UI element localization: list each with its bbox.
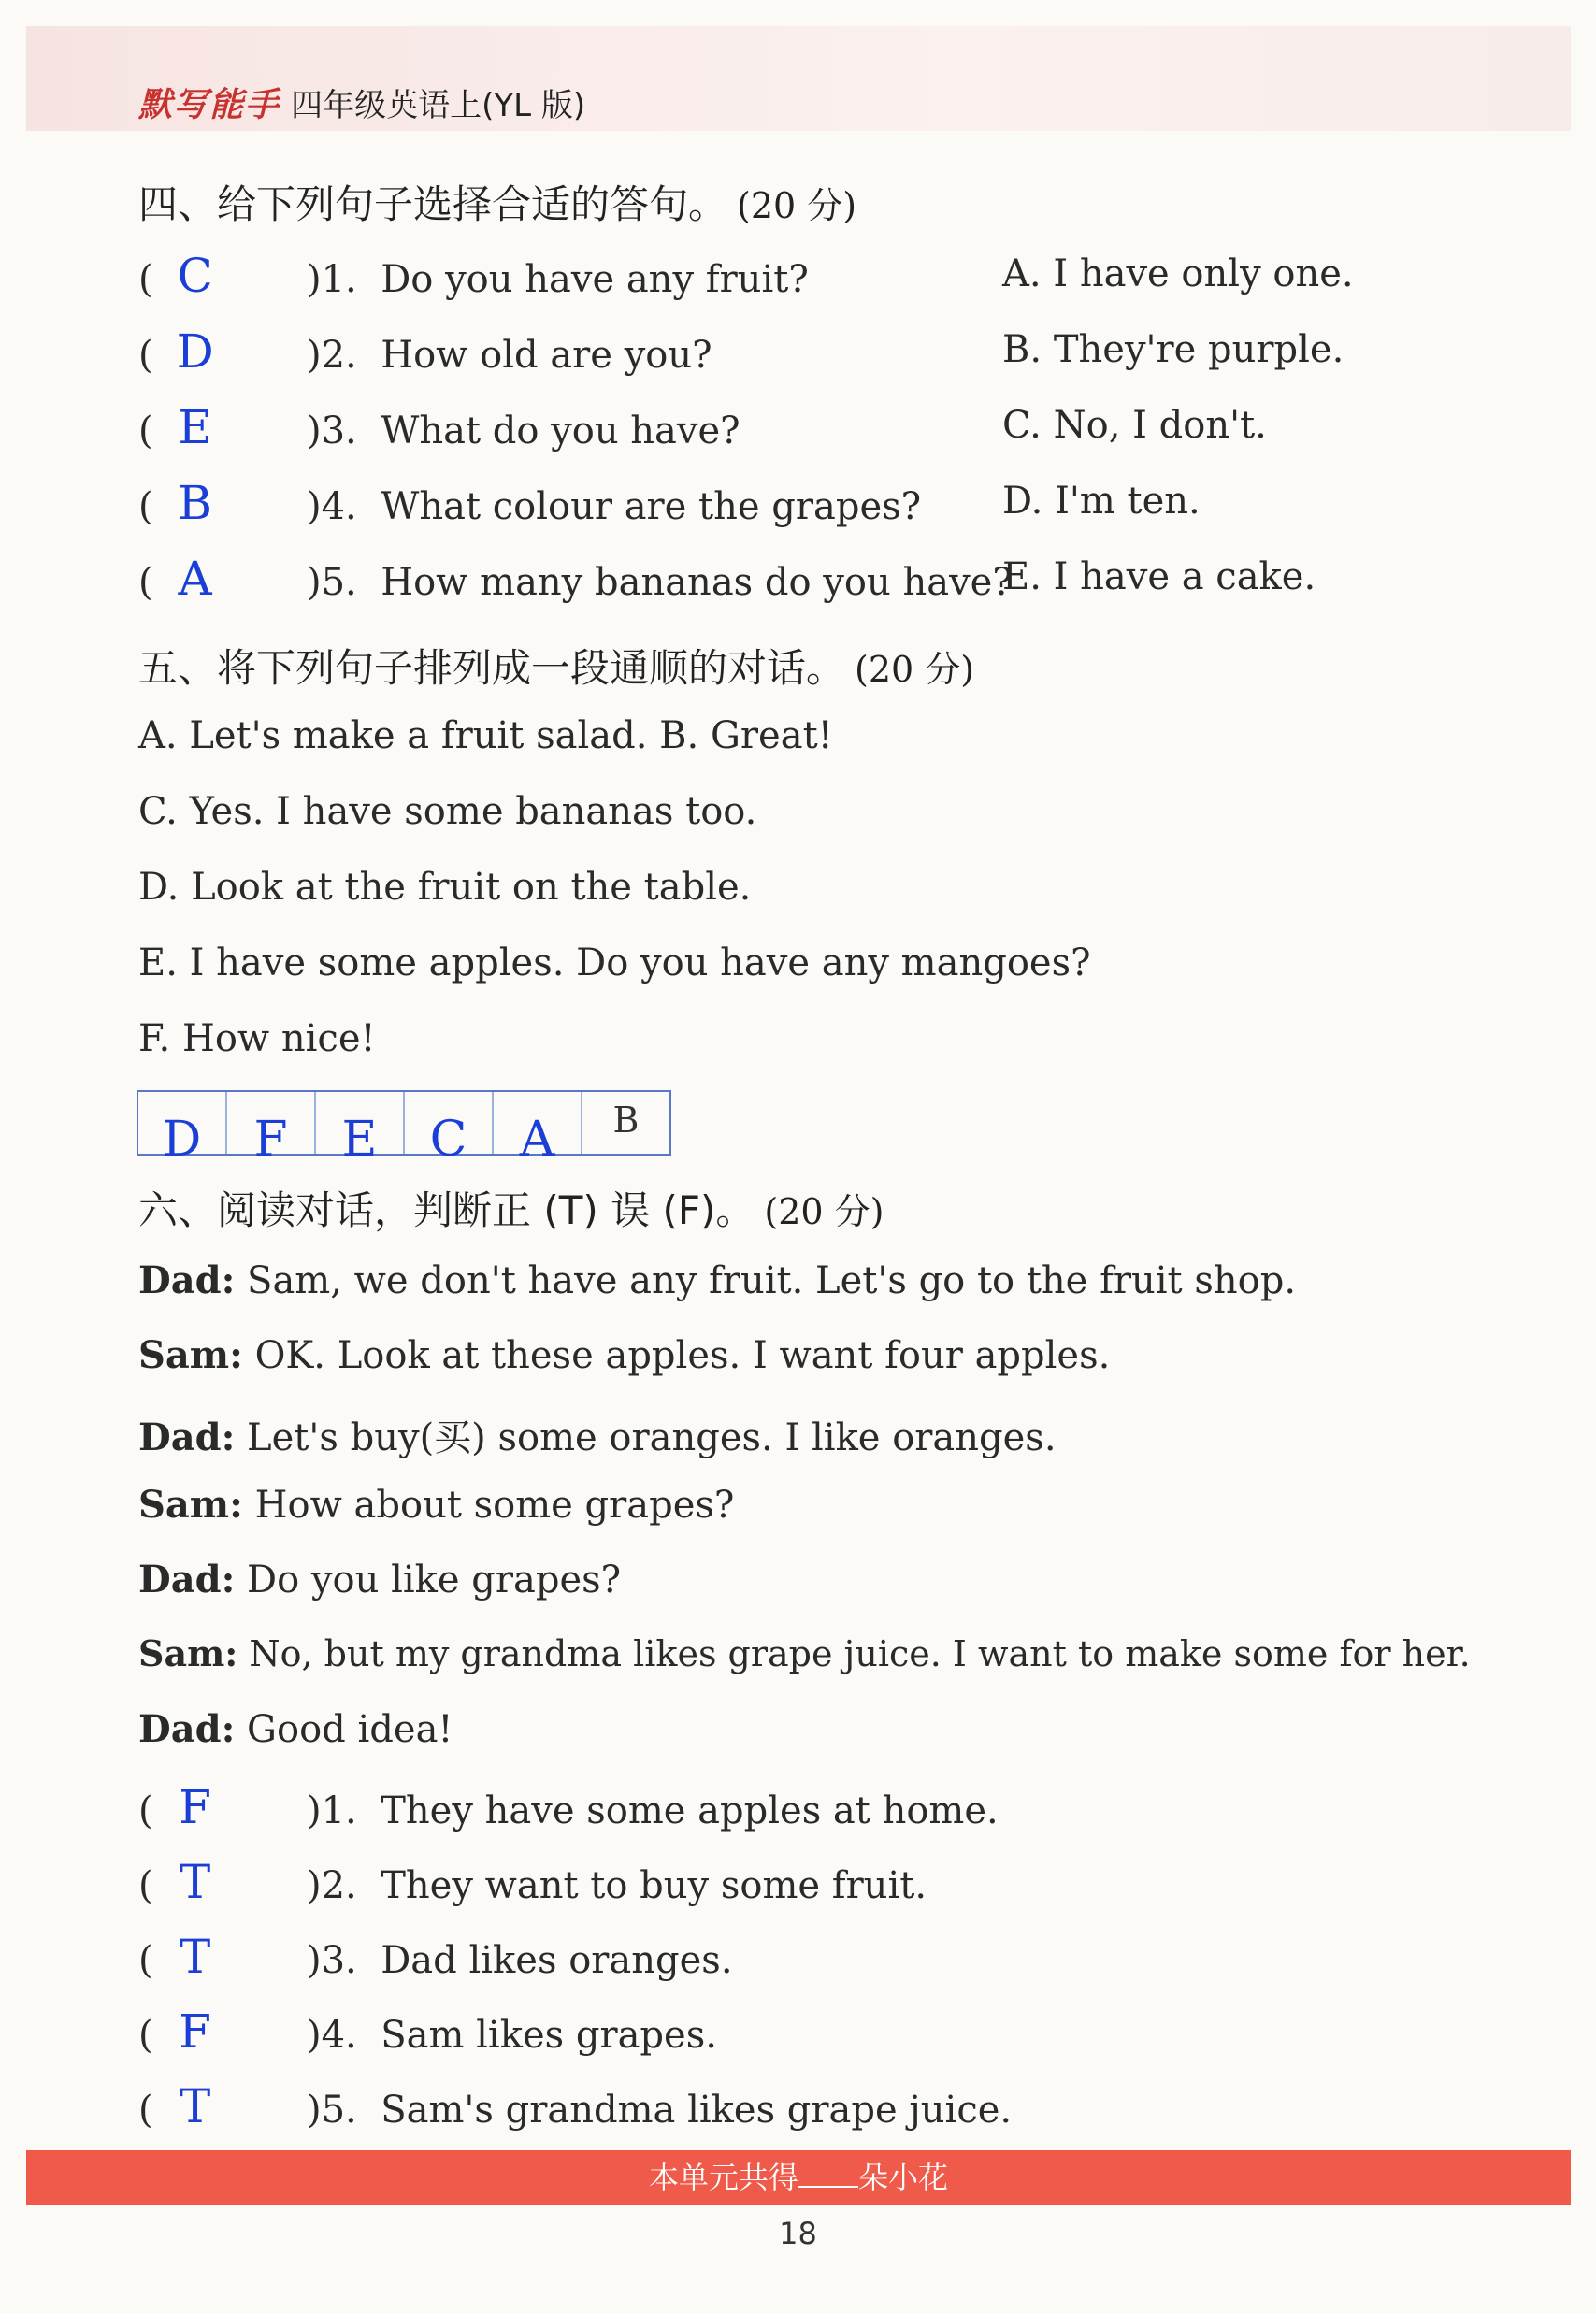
order-cell: A — [494, 1092, 582, 1154]
answer: T — [179, 1855, 211, 1909]
section6-item-4: ( F )4. Sam likes grapes. — [138, 2004, 717, 2059]
dialogue-line: Sam: No, but my grandma likes grape juice. I want to make some for her. — [138, 1632, 1471, 1674]
order-answer-box — [137, 1090, 671, 1168]
footer-band: 本单元共得 朵小花 — [26, 2150, 1571, 2205]
answer: C — [177, 249, 213, 303]
option-b: B. They're purple. — [1002, 328, 1344, 371]
section5-sentence-f: F. How nice! — [138, 1017, 376, 1060]
answer: A — [178, 552, 212, 606]
dialogue-line: Sam: OK. Look at these apples. I want four apples. — [138, 1333, 1111, 1377]
section5-sentence-c: C. Yes. I have some bananas too. — [138, 790, 757, 833]
section5-sentence-e: E. I have some apples. Do you have any mangoes? — [138, 941, 1091, 984]
dialogue-line: Dad: Good idea! — [138, 1707, 453, 1751]
answer: B — [178, 476, 212, 530]
section4-item-1: ( C )1. Do you have any fruit? — [138, 249, 809, 303]
book-title: 四年级英语上(YL 版) — [291, 87, 586, 124]
section6-title: 六、阅读对话，判断正 (T) 误 (F)。 (20 分) — [138, 1187, 884, 1233]
brand-logo: 默写能手 — [138, 86, 281, 124]
order-cell: E — [316, 1092, 405, 1154]
section6-item-3: ( T )3. Dad likes oranges. — [138, 1930, 733, 1984]
dialogue-line: Dad: Sam, we don't have any fruit. Let's go to the fruit shop. — [138, 1258, 1297, 1302]
answer: D — [176, 324, 214, 379]
answer: E — [178, 400, 212, 454]
dialogue-line: Dad: Do you like grapes? — [138, 1558, 622, 1602]
answer: T — [179, 1930, 211, 1984]
order-cell: D — [138, 1092, 227, 1154]
option-c: C. No, I don't. — [1002, 404, 1267, 447]
header — [138, 79, 585, 126]
section5-sentence-d: D. Look at the fruit on the table. — [138, 866, 752, 909]
score-blank — [798, 2162, 858, 2188]
answer: F — [179, 1780, 211, 1834]
option-d: D. I'm ten. — [1002, 480, 1201, 523]
section4-title: 四、给下列句子选择合适的答句。 (20 分) — [138, 181, 857, 227]
section5-sentence-ab: A. Let's make a fruit salad. B. Great! — [138, 714, 833, 757]
option-a: A. I have only one. — [1002, 252, 1354, 295]
section5-title: 五、将下列句子排列成一段通顺的对话。 (20 分) — [138, 645, 975, 691]
section4-item-3: ( E )3. What do you have? — [138, 400, 740, 454]
section4-item-5: ( A )5. How many bananas do you have? — [138, 552, 1013, 606]
section6-item-5: ( T )5. Sam's grandma likes grape juice. — [138, 2079, 1013, 2133]
section6-item-2: ( T )2. They want to buy some fruit. — [138, 1855, 927, 1909]
section6-item-1: ( F )1. They have some apples at home. — [138, 1780, 999, 1834]
answer: F — [179, 2004, 211, 2059]
answer: T — [179, 2079, 211, 2133]
dialogue-line: Dad: Let's buy(买) some oranges. I like oranges. — [138, 1415, 1057, 1459]
order-cell: C — [405, 1092, 494, 1154]
section4-item-4: ( B )4. What colour are the grapes? — [138, 476, 922, 530]
section4-item-2: ( D )2. How old are you? — [138, 324, 712, 379]
order-cell-printed: B — [612, 1099, 640, 1141]
option-e: E. I have a cake. — [1002, 555, 1316, 598]
page-number: 18 — [779, 2216, 817, 2251]
order-cell: F — [227, 1092, 316, 1154]
dialogue-line: Sam: How about some grapes? — [138, 1483, 735, 1527]
